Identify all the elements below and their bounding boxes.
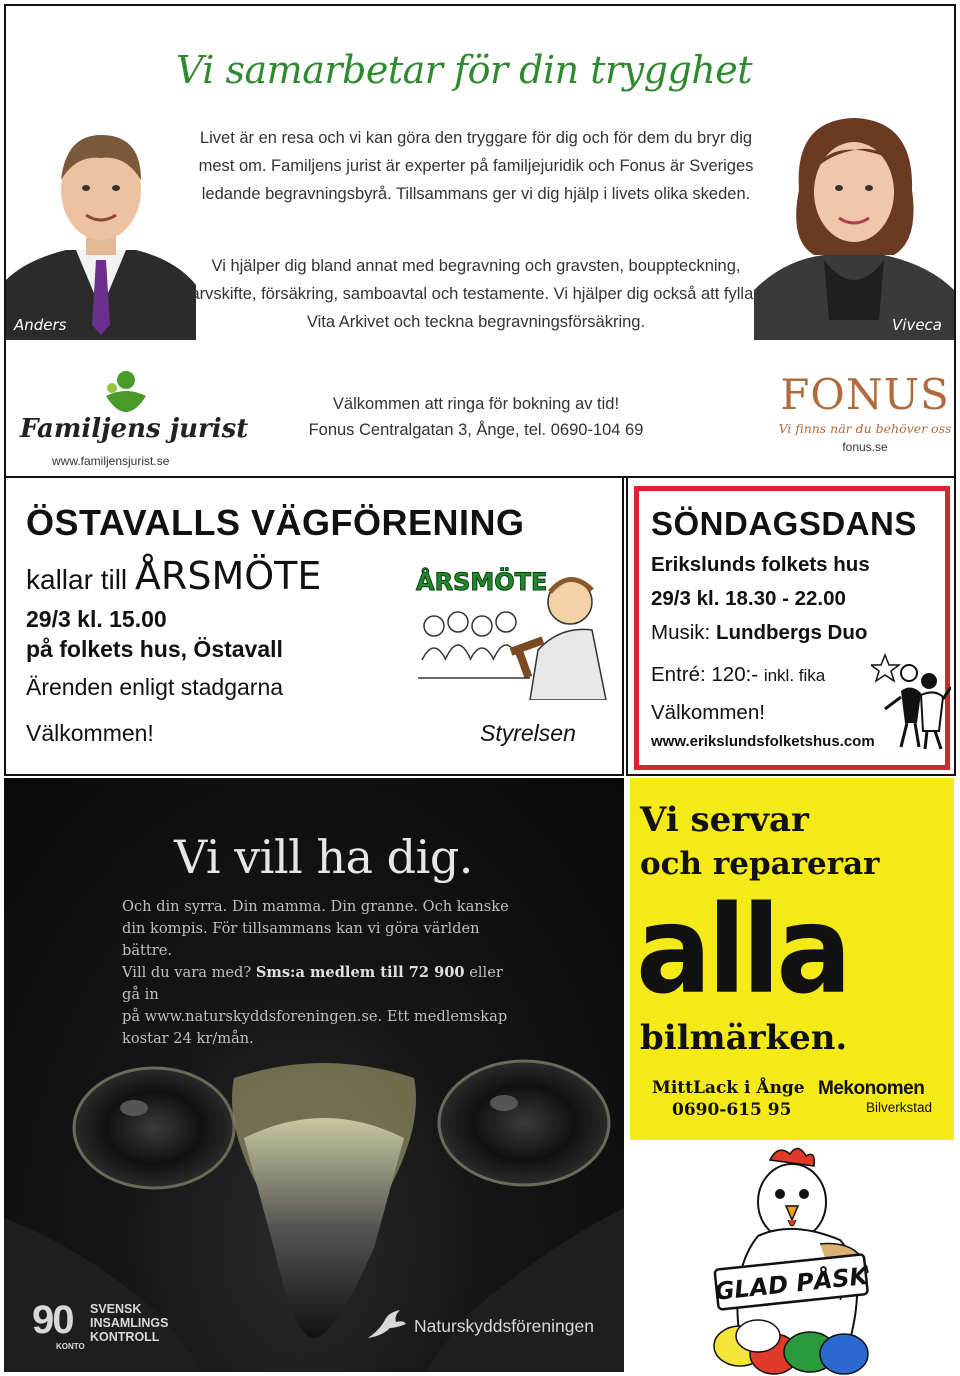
ad-headline: Vi samarbetar för din trygghet [176, 48, 753, 92]
fonus-logo [776, 370, 954, 476]
meeting-cartoon-icon [410, 560, 610, 700]
body-sms: Sms:a medlem till 72 900 [255, 964, 465, 981]
arsmote-illustration [410, 560, 610, 700]
naturskyddsforeningen-ad [4, 778, 624, 1372]
fonus-familjens-jurist-ad [4, 4, 956, 478]
glad-pask-illustration [700, 1140, 880, 1376]
mekonomen-logo: Mekonomen [818, 1078, 925, 1099]
familjens-jurist-logo [16, 366, 266, 476]
price-label: Entré: 120:- [651, 663, 759, 686]
fonus-name: FONUS [780, 370, 950, 419]
vagforening-title: ÖSTAVALLS VÄGFÖRENING [26, 502, 525, 543]
dans-red-frame [634, 486, 950, 770]
eagle-headline: Vi vill ha dig. [174, 830, 473, 884]
dans-music [651, 621, 867, 645]
mekonomen-sub: Bilverkstad [866, 1100, 933, 1115]
man-portrait-icon [6, 110, 196, 340]
fonus-tagline: Vi finns när du behöver oss [778, 421, 952, 436]
music-band: Lundbergs Duo [715, 621, 868, 644]
vagforening-subtitle [26, 554, 321, 598]
mittlack-alla: alla [636, 880, 848, 1021]
ad-paragraph-2: Vi hjälper dig bland annat med begravning och gravsten, bouppteckning, arvskifte, försäkring, samboavtal och testamente. Vi hjälper dig också att fylla i Vita Arkivet och teckna begravningsförsäkring. [190, 257, 762, 331]
badge-text-2: INSAMLINGS [90, 1316, 169, 1330]
person-name-right: Viveca [892, 316, 942, 334]
insamlingskontroll-badge [32, 1298, 232, 1358]
contact-line-1: Välkommen att ringa för bokning av tid! [332, 395, 620, 413]
dans-price [651, 663, 825, 687]
fonus-url: fonus.se [842, 440, 888, 454]
date-line-2: på folkets hus, Östavall [26, 636, 283, 662]
eagle-body-line-4: på www.naturskyddsforeningen.se. Ett medlemskap [122, 1008, 508, 1025]
date-line-1: 29/3 kl. 15.00 [26, 606, 167, 632]
price-note: inkl. fika [763, 666, 826, 685]
person-photo-viveca [754, 100, 954, 340]
eagle-body-line-1: Och din syrra. Din mamma. Din granne. Och kanske [122, 898, 509, 915]
arsmote-sign: ÅRSMÖTE [416, 568, 548, 596]
body-or: eller gå in [122, 964, 503, 1003]
vagforening-notice [4, 478, 624, 776]
glad-pask-sign: GLAD PÅSK [713, 1261, 870, 1306]
naturskyddsforeningen-logo [366, 1306, 616, 1346]
eagle-body-line-3 [122, 962, 522, 1006]
dancers-illustration [871, 651, 951, 751]
mittlack-line-2: och reparerar [640, 846, 880, 882]
easter-chicken-icon [700, 1140, 880, 1376]
vagforening-signature: Styrelsen [480, 720, 576, 746]
subtitle-prefix: kallar till [26, 564, 128, 595]
familjens-jurist-mark-icon [96, 366, 156, 416]
dancing-couple-icon [871, 651, 951, 751]
woman-portrait-icon [754, 100, 954, 340]
badge-number: 90 [32, 1298, 73, 1342]
vagforening-date [26, 604, 283, 664]
body-question: Vill du vara med? [122, 964, 252, 981]
mittlack-line-4: bilmärken. [640, 1018, 848, 1058]
dans-welcome: Välkommen! [651, 701, 765, 724]
badge-text [90, 1302, 168, 1344]
mittlack-ad [630, 778, 954, 1140]
swallow-icon [366, 1308, 406, 1344]
mittlack-shop: MittLack i Ånge [652, 1078, 805, 1098]
vagforening-agenda: Ärenden enligt stadgarna [26, 674, 284, 700]
vagforening-welcome: Välkommen! [26, 720, 154, 746]
person-name-left: Anders [14, 316, 67, 334]
dans-time: 29/3 kl. 18.30 - 22.00 [651, 587, 846, 610]
ad-paragraph-1: Livet är en resa och vi kan göra den tryggare för dig och för dem du bryr dig mest om. Familjens jurist är experter på familjejuridik och Fonus är Sveriges ledande begravningsbyrå. Tillsammans ger vi dig hjälp i livets olika skeden. [198, 129, 754, 203]
nsf-name: Naturskyddsföreningen [414, 1316, 594, 1336]
badge-text-3: KONTROLL [90, 1330, 160, 1344]
contact-line-2: Fonus Centralgatan 3, Ånge, tel. 0690-104 69 [308, 421, 644, 439]
subtitle-event: ÅRSMÖTE [134, 554, 322, 598]
sondagsdans-notice [626, 478, 956, 776]
mittlack-phone: 0690-615 95 [672, 1100, 792, 1120]
ad-contact [256, 391, 696, 443]
music-label: Musik: [651, 621, 711, 644]
familjens-jurist-name: Familjens jurist [20, 414, 249, 444]
person-photo-anders [6, 110, 196, 340]
mittlack-line-1: Vi servar [640, 800, 809, 840]
eagle-body-line-2: din kompis. För tillsammans kan vi göra världen bättre. [122, 920, 480, 959]
eagle-body-line-5: kostar 24 kr/mån. [122, 1030, 254, 1047]
eagle-body [122, 896, 522, 1050]
badge-text-1: SVENSK [90, 1302, 142, 1316]
familjens-jurist-url: www.familjensjurist.se [52, 454, 170, 468]
dans-url[interactable]: www.erikslundsfolketshus.com [651, 733, 875, 750]
dans-venue: Erikslunds folkets hus [651, 553, 870, 576]
badge-konto: KONTO [56, 1342, 85, 1351]
dans-title: SÖNDAGSDANS [651, 505, 917, 542]
